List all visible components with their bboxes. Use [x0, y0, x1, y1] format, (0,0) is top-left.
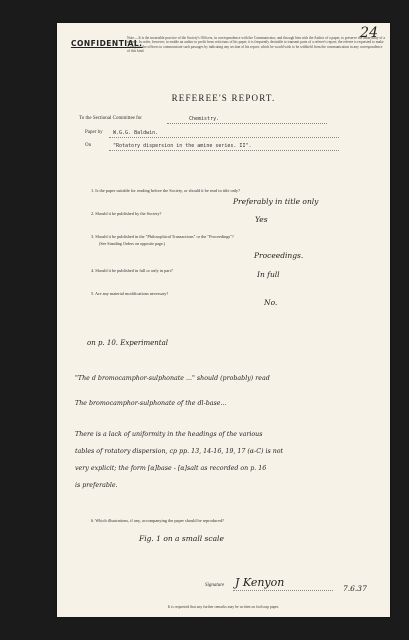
- answer-5: No.: [264, 298, 278, 307]
- answer-3: Proceedings.: [254, 251, 304, 260]
- note-line-5: very explicit; the form [α]base - [α]salt as recorded on p. 16: [75, 465, 267, 472]
- committee-value: Chemistry.: [189, 116, 220, 122]
- confidential-note: Note.—It is the invariable practice of the Society's Officers, in correspondence with the Communicator, and through him with the Author of a paper, to preserve the anonymity of a referee. In order, however, to enable an author to profit from criticisms of his paper, it is frequently desirable to transmit parts of a referee's report; the referee is requested to make it easy for the officers to communicate such passages by indicating any section of his report, which he would wish to be withheld from the communication in any correspondence of this kind.: [127, 36, 385, 53]
- signature: J Kenyon: [235, 576, 285, 589]
- referee-report-sheet: [57, 23, 390, 617]
- paper-author: W.G.G. Baldwin.: [113, 130, 159, 136]
- signature-label: Signature: [205, 583, 225, 588]
- question-3-note: (See Standing Orders on opposite page.): [99, 241, 166, 246]
- answer-4: In full: [257, 270, 280, 279]
- confidential-label: CONFIDENTIAL.: [71, 39, 143, 48]
- report-title: REFEREE'S REPORT.: [171, 93, 276, 103]
- question-5: 5. Are any material modifications necessary?: [91, 291, 169, 296]
- signature-rule: [233, 590, 333, 591]
- note-line-4: tables of rotatory dispersion, cp pp. 13, 14-16, 19, 17 (α-C) is not: [75, 448, 284, 455]
- answer-1: Preferably in title only: [233, 197, 319, 206]
- question-1: 1. Is the paper suitable for reading before the Society, or should it be read in title only?: [91, 188, 240, 193]
- on-label: On: [85, 143, 92, 148]
- answer-2: Yes: [255, 215, 268, 224]
- question-4: 4. Should it be published in full or only in part?: [91, 268, 173, 273]
- note-line-1: "The d bromocamphor-sulphonate ..." should (probably) read: [75, 375, 270, 382]
- note-heading: on p. 10. Experimental: [87, 339, 169, 347]
- note-line-6: is preferable.: [75, 482, 118, 489]
- page-number: 24: [360, 25, 378, 41]
- question-6: 6. Which illustrations, if any, accompanying the paper should be reproduced?: [91, 518, 224, 523]
- answer-6: Fig. 1 on a small scale: [139, 534, 224, 543]
- committee-label: To the Sectional Committee for: [79, 116, 142, 121]
- paper-by-label: Paper by: [85, 130, 103, 135]
- committee-rule: [167, 123, 327, 124]
- question-3: 3. Should it be published in the "Philosophical Transactions" or the "Proceedings"?: [91, 234, 234, 239]
- on-rule: [109, 150, 339, 151]
- note-line-2: The bromocamphor-sulphonate of the dl-base...: [75, 400, 227, 407]
- footer-note: It is requested that any further remarks may be written on foolscap paper.: [167, 605, 280, 609]
- question-2: 2. Should it be published by the Society?: [91, 211, 162, 216]
- paper-by-rule: [109, 137, 339, 138]
- note-line-3: There is a lack of uniformity in the headings of the various: [75, 431, 263, 438]
- paper-title: "Rotatory dispersion in the amine series. II".: [113, 143, 252, 149]
- signature-date: 7.6.37: [343, 584, 367, 593]
